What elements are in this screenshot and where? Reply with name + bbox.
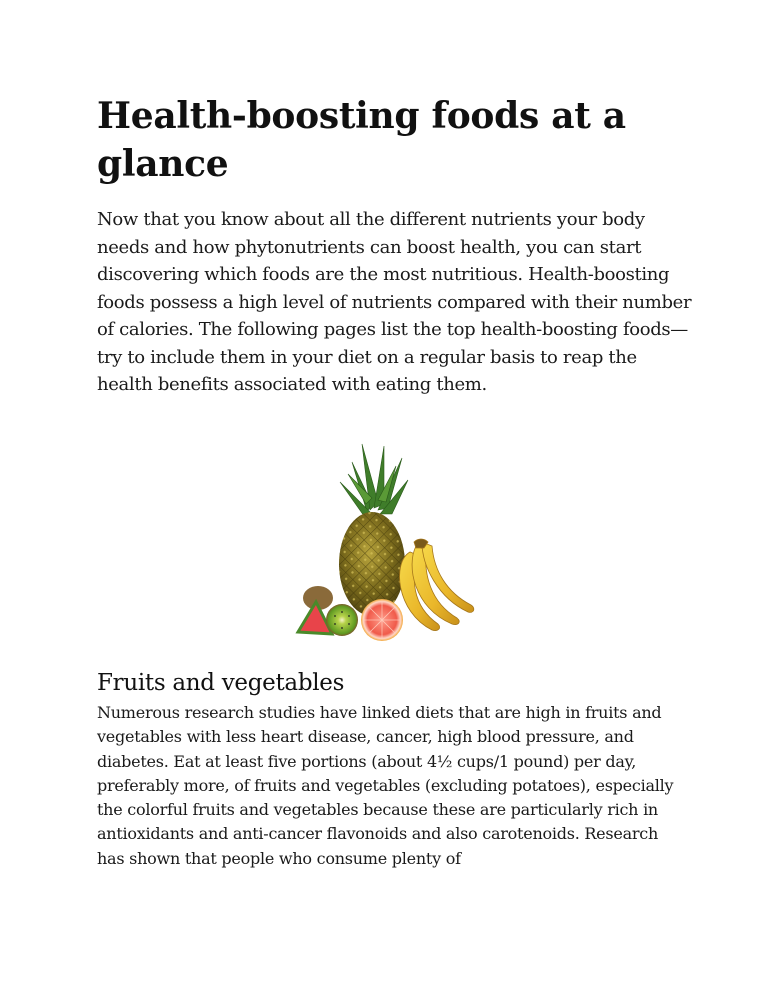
page-title: Health-boosting foods at a glance (97, 95, 626, 185)
section-heading: Fruits and vegetables (97, 670, 345, 696)
fruit-image (292, 442, 482, 647)
fruit-illustration-icon (292, 442, 482, 647)
section-paragraph: Numerous research studies have linked diets that are high in fruits and vegetables with less heart disease, cancer, high blood pressure, and diabetes. Eat at least five portions (about 4½ cups/1 pound) per day, preferably more, of fruits and vegetables (excluding potatoes), especially the colorful fruits and vegetables because these are particularly rich in antioxidants and anti-cancer flavonoids and also carotenoids. Research has shown that people who consume plenty of (97, 703, 674, 868)
intro-paragraph: Now that you know about all the different nutrients your body needs and how phytonutrients can boost health, you can start discovering which foods are the most nutritious. Health-boosting foods possess a high level of nutrients compared with their number of calories. The following pages list the top health-boosting foods—try to include them in your diet on a regular basis to reap the health benefits associated with eating them. (97, 209, 692, 395)
